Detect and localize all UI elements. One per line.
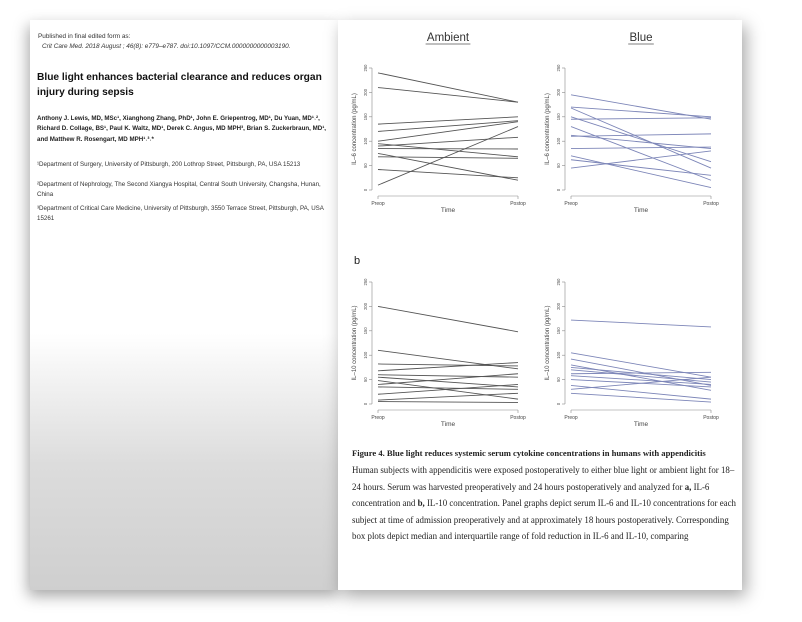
series-line-1-7 [571, 156, 711, 188]
y-tick-label-2-3: 100 [363, 351, 368, 359]
series-line-1-8 [571, 160, 711, 176]
y-tick-label-3-3: 100 [556, 351, 561, 359]
series-line-0-3 [378, 121, 518, 132]
figure-caption-title: Figure 4. Blue light reduces systemic serum cytokine concentrations in humans with appendicitis [352, 448, 706, 458]
series-line-2-10 [378, 402, 518, 403]
y-axis-label-0: IL–6 concentration (pg/mL) [352, 93, 358, 165]
x-tick-label-start-2: Preop [371, 415, 385, 421]
y-tick-label-1-5: 0 [556, 188, 561, 192]
paper-title: Blue light enhances bacterial clearance and reduces organ injury during sepsis [37, 72, 322, 98]
y-tick-label-1-3: 100 [556, 137, 561, 145]
y-tick-label-2-4: 50 [363, 377, 368, 382]
y-tick-label-1-2: 150 [556, 113, 561, 121]
series-line-3-0 [571, 320, 711, 327]
y-tick-label-1-0: 250 [556, 64, 561, 72]
y-tick-label-3-5: 0 [556, 402, 561, 406]
series-line-1-11 [571, 118, 711, 119]
y-tick-label-1-1: 200 [556, 88, 561, 96]
x-tick-label-end-3: Postop [703, 415, 719, 421]
y-tick-label-3-2: 150 [556, 327, 561, 335]
series-line-1-6 [571, 147, 711, 148]
series-line-0-1 [378, 88, 518, 103]
plot-title-1: Blue [629, 32, 653, 44]
caption-text-3: IL-10 concentration. Panel graphs depict serum IL-6 and IL-10 concentrations for each subject at time of admission preoperatively and at approximately 18 hours postoperatively. Corresponding box plots depict median and interquartile range of fold reduction in IL-6 and IL-10, comparing [352, 498, 736, 542]
series-line-1-1 [571, 107, 711, 117]
y-tick-label-2-0: 250 [363, 278, 368, 286]
x-axis-label-3: Time [633, 421, 649, 428]
caption-label-b: b, [417, 498, 425, 509]
x-tick-label-start-0: Preop [371, 201, 385, 207]
y-tick-label-3-0: 250 [556, 278, 561, 286]
y-tick-label-0-3: 100 [363, 137, 368, 145]
x-tick-label-start-3: Preop [564, 415, 578, 421]
left-page [30, 20, 340, 590]
figure-caption-body [352, 462, 738, 545]
series-line-0-2 [378, 117, 518, 124]
published-note: Published in final edited form as: [38, 33, 131, 40]
x-tick-label-end-1: Postop [703, 201, 719, 207]
y-tick-label-0-5: 0 [363, 188, 368, 192]
series-line-1-3 [571, 117, 711, 162]
x-axis-label-0: Time [440, 207, 456, 214]
y-tick-label-3-4: 50 [556, 377, 561, 382]
caption-text-2: IL-6 concentration and [352, 481, 710, 509]
series-line-2-2 [378, 364, 518, 366]
y-tick-label-0-4: 50 [363, 163, 368, 168]
y-tick-label-2-1: 200 [363, 302, 368, 310]
x-axis-label-2: Time [440, 421, 456, 428]
x-tick-label-end-0: Postop [510, 201, 526, 207]
series-line-1-2 [571, 108, 711, 168]
affiliation-1: ¹Department of Surgery, University of Pittsburgh, 200 Lothrop Street, Pittsburgh, PA, USA 15213 [37, 161, 301, 168]
citation: Crit Care Med. 2018 August ; 46(8): e779–e787. doi:10.1097/CCM.0000000000003190. [42, 43, 291, 50]
y-tick-label-2-5: 0 [363, 402, 368, 406]
x-axis-label-1: Time [633, 207, 649, 214]
caption-label-a: a, [684, 481, 692, 492]
series-line-2-3 [378, 363, 518, 371]
y-axis-label-2: IL–10 concentration (pg/mL) [352, 305, 358, 381]
series-line-2-5 [378, 377, 518, 387]
y-axis-label-3: IL–10 concentration (pg/mL) [545, 305, 551, 381]
affiliation-3: ³Department of Critical Care Medicine, University of Pittsburgh, 3550 Terrace Street, Pittsburgh, PA, USA 15261 [37, 205, 324, 222]
x-tick-label-start-1: Preop [564, 201, 578, 207]
y-tick-label-0-1: 200 [363, 88, 368, 96]
series-line-3-9 [571, 393, 711, 402]
affiliation-2: ²Department of Nephrology, The Second Xiangya Hospital, Central South University, Changsha, Hunan, China [37, 181, 321, 198]
figure-4 [338, 20, 742, 440]
series-line-0-0 [378, 73, 518, 102]
series-line-0-5 [378, 144, 518, 157]
y-tick-label-0-0: 250 [363, 64, 368, 72]
plot-title-0: Ambient [426, 32, 470, 44]
x-tick-label-end-2: Postop [510, 415, 526, 421]
caption-text-1: Human subjects with appendicitis were exposed postoperatively to either blue light or ambient light for 18–24 hours. Serum was harvested preoperatively and 24 hours postoperatively and analyzed for [352, 465, 735, 492]
y-tick-label-0-2: 150 [363, 113, 368, 121]
y-tick-label-2-2: 150 [363, 327, 368, 335]
panel-b-letter: b [354, 255, 361, 267]
y-tick-label-3-1: 200 [556, 302, 561, 310]
right-page [338, 20, 742, 590]
author-list: Anthony J. Lewis, MD, MSc¹, Xianghong Zhang, PhD¹, John E. Griepentrog, MD¹, Du Yuan, MD¹˒², Richard D. Collage, BS¹, Paul K. Waltz, MD¹, Derek C. Angus, MD MPH³, Brian S. Zuckerbraun, MD¹, and Matthew R. Rosengart, MD MPH¹˒³˒* [37, 115, 327, 143]
y-tick-label-1-4: 50 [556, 163, 561, 168]
y-axis-label-1: IL–6 concentration (pg/mL) [545, 93, 551, 165]
series-line-1-5 [571, 135, 711, 148]
series-line-2-0 [378, 306, 518, 331]
figure-plots [352, 32, 719, 428]
